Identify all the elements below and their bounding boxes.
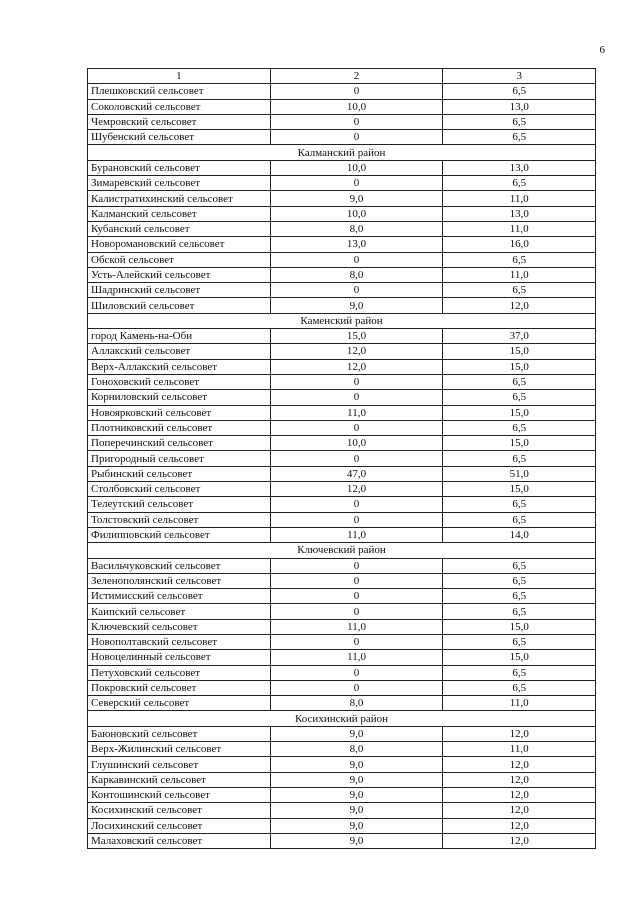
row-name-cell: Контошинский сельсовет [88,787,271,802]
row-col2-cell: 12,0 [270,482,443,497]
row-name-cell: Истимисский сельсовет [88,589,271,604]
row-col3-cell: 11,0 [443,267,596,282]
table-row [88,267,596,282]
row-name-cell: Лосихинский сельсовет [88,818,271,833]
table-row [88,344,596,359]
table-row [88,833,596,848]
row-col3-cell: 6,5 [443,283,596,298]
row-name-cell: Обской сельсовет [88,252,271,267]
row-name-cell: Зеленополянский сельсовет [88,573,271,588]
row-col3-cell: 6,5 [443,558,596,573]
row-col2-cell: 9,0 [270,787,443,802]
table-row [88,191,596,206]
table-row [88,512,596,527]
row-col2-cell: 10,0 [270,436,443,451]
row-col3-cell: 12,0 [443,757,596,772]
row-col3-cell: 15,0 [443,482,596,497]
table-row [88,420,596,435]
row-col3-cell: 6,5 [443,252,596,267]
row-name-cell: Верх-Аллакский сельсовет [88,359,271,374]
row-name-cell: Зимаревский сельсовет [88,176,271,191]
row-col3-cell: 15,0 [443,359,596,374]
row-col2-cell: 11,0 [270,527,443,542]
table-row [88,436,596,451]
row-col3-cell: 6,5 [443,497,596,512]
table-row [88,405,596,420]
row-name-cell: Новороманoвский сельсовет [88,237,271,252]
column-header-3: 3 [443,69,596,84]
table-row [88,130,596,145]
row-col3-cell: 6,5 [443,634,596,649]
row-col2-cell: 9,0 [270,726,443,741]
row-name-cell: Петуховский сельсовет [88,665,271,680]
row-col2-cell: 9,0 [270,298,443,313]
row-name-cell: Шадринский сельсовет [88,283,271,298]
row-col2-cell: 0 [270,451,443,466]
row-col2-cell: 9,0 [270,772,443,787]
table-body [88,69,596,849]
row-name-cell: Филипповский сельсовет [88,527,271,542]
row-col3-cell: 6,5 [443,374,596,389]
row-name-cell: Плешковский сельсовет [88,84,271,99]
row-col2-cell: 11,0 [270,405,443,420]
table-row [88,772,596,787]
row-col3-cell: 12,0 [443,818,596,833]
table-row [88,665,596,680]
table-row [88,803,596,818]
row-col2-cell: 0 [270,374,443,389]
row-col3-cell: 15,0 [443,405,596,420]
row-col2-cell: 12,0 [270,344,443,359]
row-col2-cell: 0 [270,573,443,588]
row-name-cell: Новоцелинный сельсовет [88,650,271,665]
row-name-cell: Шиловский сельсовет [88,298,271,313]
row-col3-cell: 6,5 [443,114,596,129]
row-col2-cell: 11,0 [270,650,443,665]
row-name-cell: Баюновский сельсовет [88,726,271,741]
row-col3-cell: 11,0 [443,221,596,236]
row-col3-cell: 6,5 [443,390,596,405]
table-row [88,604,596,619]
row-col3-cell: 14,0 [443,527,596,542]
row-name-cell: Покровский сельсовет [88,680,271,695]
row-col2-cell: 0 [270,497,443,512]
row-col3-cell: 6,5 [443,589,596,604]
row-col2-cell: 0 [270,84,443,99]
row-col2-cell: 0 [270,665,443,680]
table-row [88,252,596,267]
row-name-cell: Калманский сельсовет [88,206,271,221]
row-name-cell: Кубанский сельсовет [88,221,271,236]
row-col2-cell: 15,0 [270,329,443,344]
row-name-cell: Усть-Алейский сельсовет [88,267,271,282]
row-name-cell: Столбовский сельсовет [88,482,271,497]
row-col3-cell: 6,5 [443,451,596,466]
table-row [88,742,596,757]
row-name-cell: Пригородный сельсовет [88,451,271,466]
table-row [88,160,596,175]
row-col2-cell: 9,0 [270,818,443,833]
table-row [88,329,596,344]
table-row [88,527,596,542]
row-col3-cell: 16,0 [443,237,596,252]
table-row [88,466,596,481]
row-col3-cell: 6,5 [443,420,596,435]
row-col2-cell: 9,0 [270,833,443,848]
table-row [88,84,596,99]
row-col2-cell: 12,0 [270,359,443,374]
row-col2-cell: 9,0 [270,757,443,772]
row-col3-cell: 11,0 [443,742,596,757]
table-row [88,589,596,604]
row-name-cell: Аллакский сельсовет [88,344,271,359]
table-row [88,497,596,512]
row-col2-cell: 47,0 [270,466,443,481]
table-row [88,298,596,313]
section-title: Каменский район [88,313,596,328]
row-col3-cell: 13,0 [443,99,596,114]
row-name-cell: Малаховский сельсовет [88,833,271,848]
row-col3-cell: 6,5 [443,573,596,588]
row-col2-cell: 8,0 [270,742,443,757]
column-header-1: 1 [88,69,271,84]
row-col3-cell: 6,5 [443,512,596,527]
table-row [88,558,596,573]
row-name-cell: Бурановский сельсовет [88,160,271,175]
table-row [88,359,596,374]
row-name-cell: Глушинский сельсовет [88,757,271,772]
row-name-cell: Новоярковский сельсовет [88,405,271,420]
row-name-cell: Каркавинский сельсовет [88,772,271,787]
row-col3-cell: 51,0 [443,466,596,481]
section-title: Калманский район [88,145,596,160]
section-row [88,543,596,558]
data-table [87,68,596,849]
table-row [88,176,596,191]
row-col3-cell: 13,0 [443,160,596,175]
table-row [88,757,596,772]
section-row [88,711,596,726]
table-row [88,573,596,588]
row-col3-cell: 37,0 [443,329,596,344]
table-header-row [88,69,596,84]
row-col2-cell: 0 [270,130,443,145]
table-row [88,451,596,466]
row-col2-cell: 9,0 [270,803,443,818]
row-col2-cell: 10,0 [270,160,443,175]
row-col3-cell: 12,0 [443,772,596,787]
row-col2-cell: 0 [270,634,443,649]
table-row [88,206,596,221]
row-col2-cell: 0 [270,283,443,298]
row-col2-cell: 9,0 [270,191,443,206]
row-name-cell: Шубенский сельсовет [88,130,271,145]
row-col3-cell: 6,5 [443,604,596,619]
row-col2-cell: 11,0 [270,619,443,634]
row-name-cell: город Камень-на-Оби [88,329,271,344]
table-row [88,237,596,252]
row-name-cell: Каипский сельсовет [88,604,271,619]
row-col3-cell: 11,0 [443,191,596,206]
table-row [88,482,596,497]
table-row [88,114,596,129]
row-col3-cell: 12,0 [443,833,596,848]
table-row [88,221,596,236]
row-name-cell: Васильчуковский сельсовет [88,558,271,573]
row-name-cell: Толстовский сельсовет [88,512,271,527]
row-col2-cell: 0 [270,604,443,619]
row-name-cell: Поперечинский сельсовет [88,436,271,451]
table-row [88,99,596,114]
section-title: Ключевский район [88,543,596,558]
row-col2-cell: 0 [270,176,443,191]
row-col2-cell: 0 [270,512,443,527]
row-name-cell: Косихинский сельсовет [88,803,271,818]
row-name-cell: Калистратихинский сельсовет [88,191,271,206]
row-col3-cell: 12,0 [443,803,596,818]
row-col3-cell: 6,5 [443,176,596,191]
row-col2-cell: 0 [270,558,443,573]
row-col3-cell: 15,0 [443,650,596,665]
row-col3-cell: 11,0 [443,696,596,711]
row-col3-cell: 13,0 [443,206,596,221]
table-row [88,634,596,649]
row-name-cell: Корниловский сельсовет [88,390,271,405]
row-col3-cell: 6,5 [443,130,596,145]
row-col2-cell: 8,0 [270,696,443,711]
row-col3-cell: 6,5 [443,84,596,99]
row-col3-cell: 12,0 [443,726,596,741]
section-title: Косихинский район [88,711,596,726]
row-col2-cell: 0 [270,589,443,604]
row-col2-cell: 8,0 [270,267,443,282]
row-name-cell: Ключевский сельсовет [88,619,271,634]
row-name-cell: Гоноховский сельсовет [88,374,271,389]
row-col2-cell: 13,0 [270,237,443,252]
section-row [88,313,596,328]
row-col2-cell: 0 [270,114,443,129]
row-col3-cell: 12,0 [443,787,596,802]
page-number: 6 [599,44,605,56]
table-row [88,619,596,634]
row-col3-cell: 15,0 [443,344,596,359]
row-name-cell: Верх-Жилинский сельсовет [88,742,271,757]
row-col3-cell: 15,0 [443,436,596,451]
row-name-cell: Новополтавский сельсовет [88,634,271,649]
table-row [88,650,596,665]
table-row [88,374,596,389]
row-name-cell: Плотниковский сельсовет [88,420,271,435]
row-col3-cell: 15,0 [443,619,596,634]
section-row [88,145,596,160]
table-row [88,726,596,741]
row-name-cell: Соколовский сельсовет [88,99,271,114]
row-col3-cell: 12,0 [443,298,596,313]
row-name-cell: Чемровский сельсовет [88,114,271,129]
row-col2-cell: 8,0 [270,221,443,236]
row-col2-cell: 0 [270,680,443,695]
row-name-cell: Рыбинский сельсовет [88,466,271,481]
table-row [88,390,596,405]
row-col3-cell: 6,5 [443,665,596,680]
row-name-cell: Северский сельсовет [88,696,271,711]
column-header-2: 2 [270,69,443,84]
table-row [88,787,596,802]
row-col2-cell: 10,0 [270,206,443,221]
table-row [88,283,596,298]
row-col2-cell: 0 [270,390,443,405]
row-col2-cell: 0 [270,252,443,267]
table-row [88,696,596,711]
row-name-cell: Телеутский сельсовет [88,497,271,512]
row-col2-cell: 0 [270,420,443,435]
row-col2-cell: 10,0 [270,99,443,114]
table-row [88,818,596,833]
table-row [88,680,596,695]
row-col3-cell: 6,5 [443,680,596,695]
